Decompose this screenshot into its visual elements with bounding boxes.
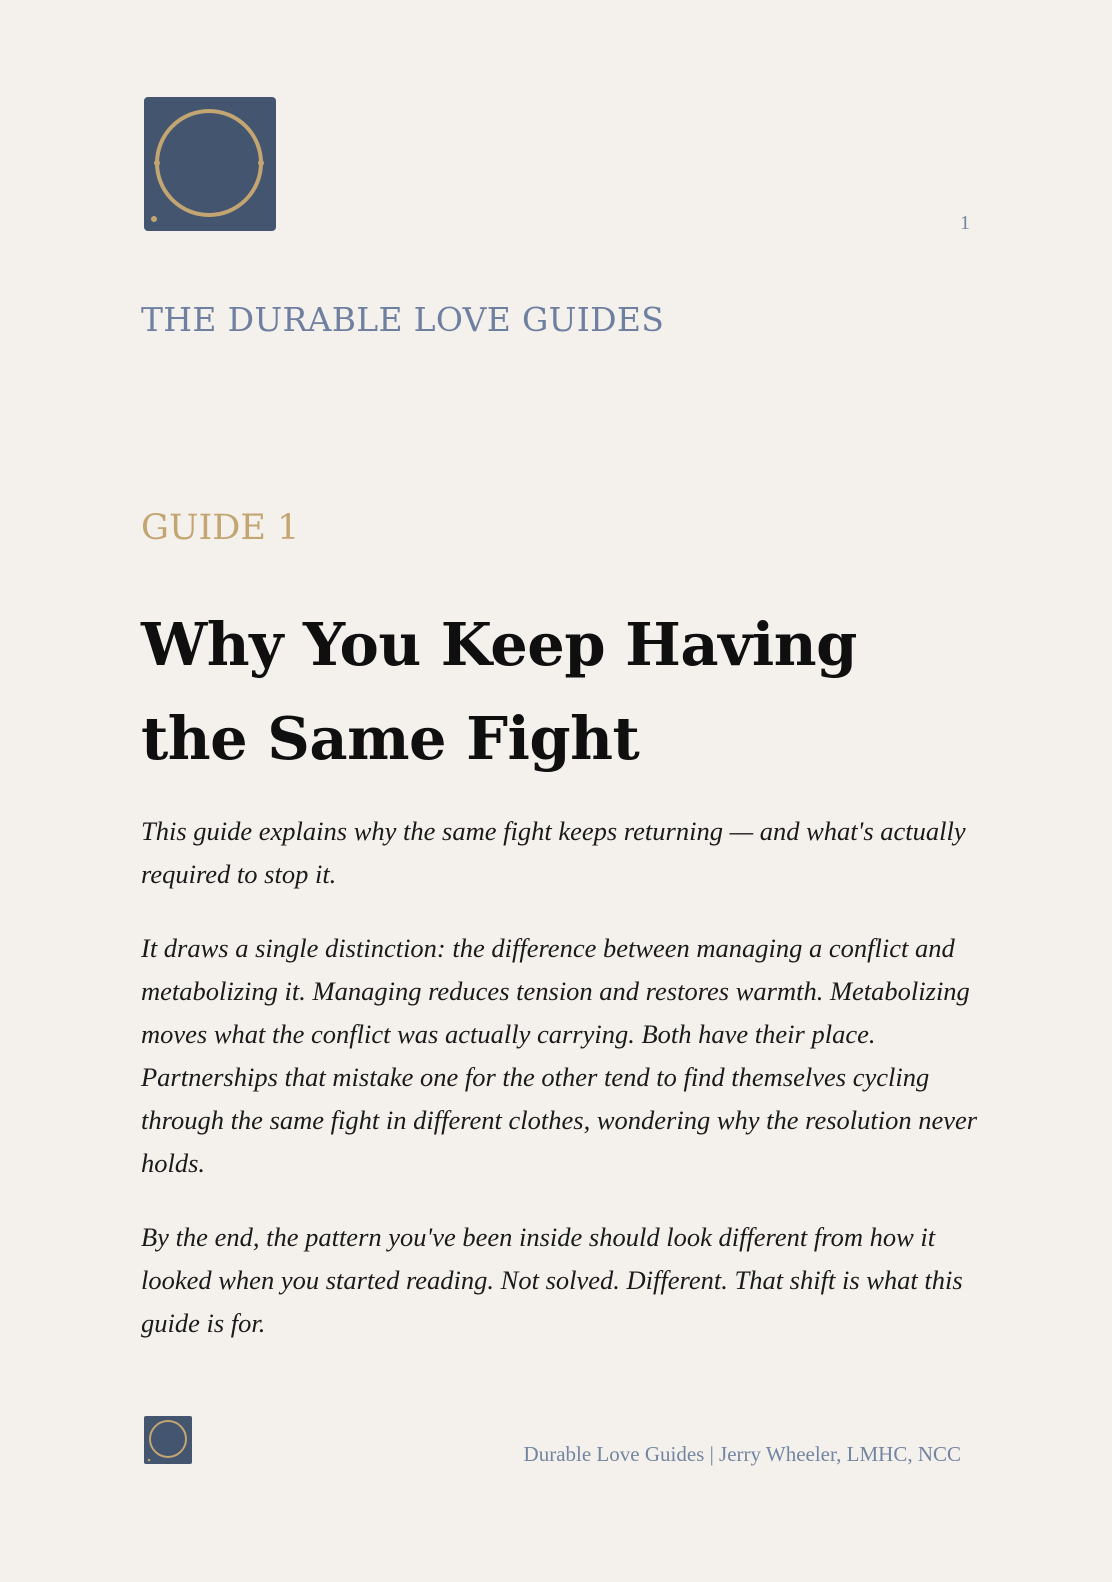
footer-credit: Durable Love Guides | Jerry Wheeler, LMHC, NCC xyxy=(523,1442,961,1466)
guide-body xyxy=(141,810,986,1376)
circle-logo-icon xyxy=(144,97,276,231)
closing-paragraph: By the end, the pattern you've been inside should look different from how it looked when you started reading. Not solved. Different. That shift is what this guide is for. xyxy=(141,1222,963,1338)
series-title: THE DURABLE LOVE GUIDES xyxy=(141,300,665,339)
page-number: 1 xyxy=(960,212,970,234)
guide-label: GUIDE 1 xyxy=(141,508,300,548)
guide-title: Why You Keep Having the Same Fight xyxy=(141,610,857,773)
footer-logo-circle-graphic xyxy=(144,1416,192,1464)
logo-circle-graphic xyxy=(144,97,276,231)
distinction-paragraph: It draws a single distinction: the difference between managing a conflict and metabolizing it. Managing reduces tension and restores warmth. Metabolizing moves what the conflict was actually carrying. Both have their place. Partnerships that mistake one for the other tend to find themselves cycling through the same fight in different clothes, wondering why the resolution never holds. xyxy=(141,933,978,1178)
intro-paragraph: This guide explains why the same fight keeps returning — and what's actually required to stop it. xyxy=(141,816,966,889)
footer-logo-icon xyxy=(144,1416,192,1464)
